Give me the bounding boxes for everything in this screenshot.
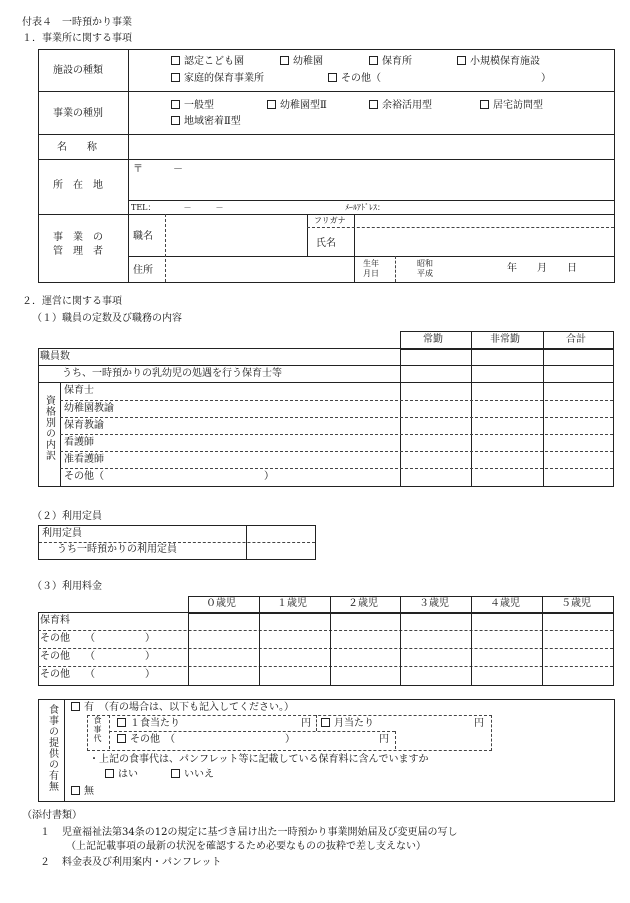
meal-question: ・上記の食事代は、パンフレット等に記載している保育料に含んでいますか: [89, 754, 429, 765]
postal-code-field[interactable]: 〒 －: [133, 164, 183, 175]
facility-option-other[interactable]: その他（: [328, 73, 381, 86]
facility-option-kodomoen[interactable]: 認定こども園: [171, 56, 244, 69]
facility-option-nursery[interactable]: 保育所: [369, 56, 412, 69]
name-field[interactable]: [131, 137, 609, 155]
manager-label-1: 事 業 の: [53, 232, 103, 243]
business-option-surplus[interactable]: 余裕活用型: [369, 100, 432, 113]
meal-no-option[interactable]: 無: [71, 786, 94, 799]
birth-label-2: 月日: [363, 269, 379, 278]
staff-col-fulltime: 常勤: [423, 334, 443, 345]
tel-field[interactable]: TEL： － －: [131, 203, 224, 212]
section2-heading: ２．運営に関する事項: [22, 296, 122, 307]
attachment-2: 料金表及び利用案内・パンフレット: [62, 857, 222, 868]
staff-row-nursery: うち、一時預かりの乳幼児の処遇を行う保育士等: [62, 368, 282, 379]
meal-answer-no[interactable]: いいえ: [171, 769, 214, 782]
birth-label-1: 生年: [363, 259, 379, 268]
qual-row-nurse: 看護師: [64, 437, 94, 448]
birthdate-units: 年 月 日: [507, 263, 577, 274]
qual-row-other: その他（ ）: [64, 471, 274, 482]
fee-col-age3: ３歳児: [419, 598, 449, 609]
attachment-2-num: ２: [40, 857, 50, 868]
fee-table: [38, 596, 613, 686]
fee-row-childcare: 保育料: [40, 615, 70, 626]
person-name-label: 氏名: [316, 238, 336, 249]
fee-subheading: （３）利用料金: [32, 581, 102, 592]
meal-per-meal-option[interactable]: １食当たり: [117, 718, 180, 731]
attachment-1: 児童福祉法第34条の12の規定に基づき届け出た一時預かり事業開始届及び変更届の写し: [62, 827, 458, 838]
era-showa: 昭和: [417, 259, 433, 268]
fee-col-age0: ０歳児: [206, 598, 236, 609]
staff-col-total: 合計: [566, 334, 586, 345]
facility-option-small-nursery[interactable]: 小規模保育施設: [457, 56, 540, 69]
meal-label: 食事の提供の有無: [46, 704, 58, 792]
business-option-kindergarten2[interactable]: 幼稚園型Ⅱ: [267, 100, 327, 113]
fee-row-other-3: その他 （ ）: [40, 669, 155, 680]
furigana-label: フリガナ: [314, 216, 346, 225]
staff-col-parttime: 非常勤: [490, 334, 520, 345]
qual-row-kindergarten-teacher: 幼稚園教諭: [64, 403, 114, 414]
fee-row-other-2: その他 （ ）: [40, 651, 155, 662]
fee-col-age5: ５歳児: [561, 598, 591, 609]
business-type-label: 事業の種別: [53, 108, 103, 119]
qual-row-assistant-nurse: 准看護師: [64, 454, 104, 465]
business-option-general[interactable]: 一般型: [171, 100, 214, 113]
attachment-1-num: １: [40, 827, 50, 838]
facility-option-kindergarten[interactable]: 幼稚園: [280, 56, 323, 69]
meal-box: [38, 699, 615, 802]
job-title-label: 職名: [133, 231, 153, 242]
meal-per-meal-yen: 円: [301, 718, 311, 729]
staff-subheading: （１）職員の定数及び職務の内容: [32, 313, 182, 324]
era-heisei: 平成: [417, 269, 433, 278]
staff-row-total: 職員数: [40, 351, 70, 362]
manager-label-2: 管 理 者: [53, 246, 103, 257]
business-option-community[interactable]: 地域密着Ⅱ型: [171, 116, 241, 129]
name-label: 名 称: [57, 142, 97, 153]
section1-heading: １．事業所に関する事項: [22, 33, 132, 44]
attachments-heading: （添付書類）: [22, 810, 82, 821]
capacity-table: [38, 525, 316, 560]
facility-other-close: ）: [541, 73, 551, 84]
meal-per-month-option[interactable]: 月当たり: [321, 718, 374, 731]
meal-per-month-yen: 円: [474, 718, 484, 729]
address-label: 所 在 地: [53, 180, 103, 191]
page-title: 付表４ 一時預かり事業: [22, 17, 132, 28]
capacity-row-temporary: うち一時預かりの利用定員: [57, 544, 177, 555]
qual-row-nursery-teacher: 保育教諭: [64, 420, 104, 431]
fee-col-age4: ４歳児: [490, 598, 520, 609]
qualification-label: 資格別の内訳: [43, 395, 55, 461]
residence-label: 住所: [133, 265, 153, 276]
capacity-row-total: 利用定員: [42, 528, 82, 539]
meal-fee-label: 食事代: [93, 716, 102, 743]
meal-answer-yes[interactable]: はい: [105, 769, 138, 782]
attachment-1-note: （上記記載事項の最新の状況を確認するため必要なものの抜粋で差し支えない）: [66, 841, 426, 852]
facility-type-label: 施設の種類: [53, 65, 103, 76]
facility-option-home-nursery[interactable]: 家庭的保育事業所: [171, 73, 264, 86]
meal-other-option[interactable]: その他 （ ）: [117, 734, 295, 747]
meal-other-yen: 円: [379, 734, 389, 745]
business-option-home-visit[interactable]: 居宅訪問型: [480, 100, 543, 113]
capacity-subheading: （２）利用定員: [32, 511, 102, 522]
qual-row-hoikushi: 保育士: [64, 385, 94, 396]
fee-col-age1: １歳児: [277, 598, 307, 609]
staff-table: [38, 331, 613, 487]
meal-yes-option[interactable]: 有 （有の場合は、以下も記入してください。）: [71, 702, 294, 715]
fee-col-age2: ２歳児: [348, 598, 378, 609]
fee-row-other-1: その他 （ ）: [40, 633, 155, 644]
facility-table: [38, 49, 615, 283]
email-field[interactable]: ﾒｰﾙｱﾄﾞﾚｽ：: [345, 203, 385, 212]
